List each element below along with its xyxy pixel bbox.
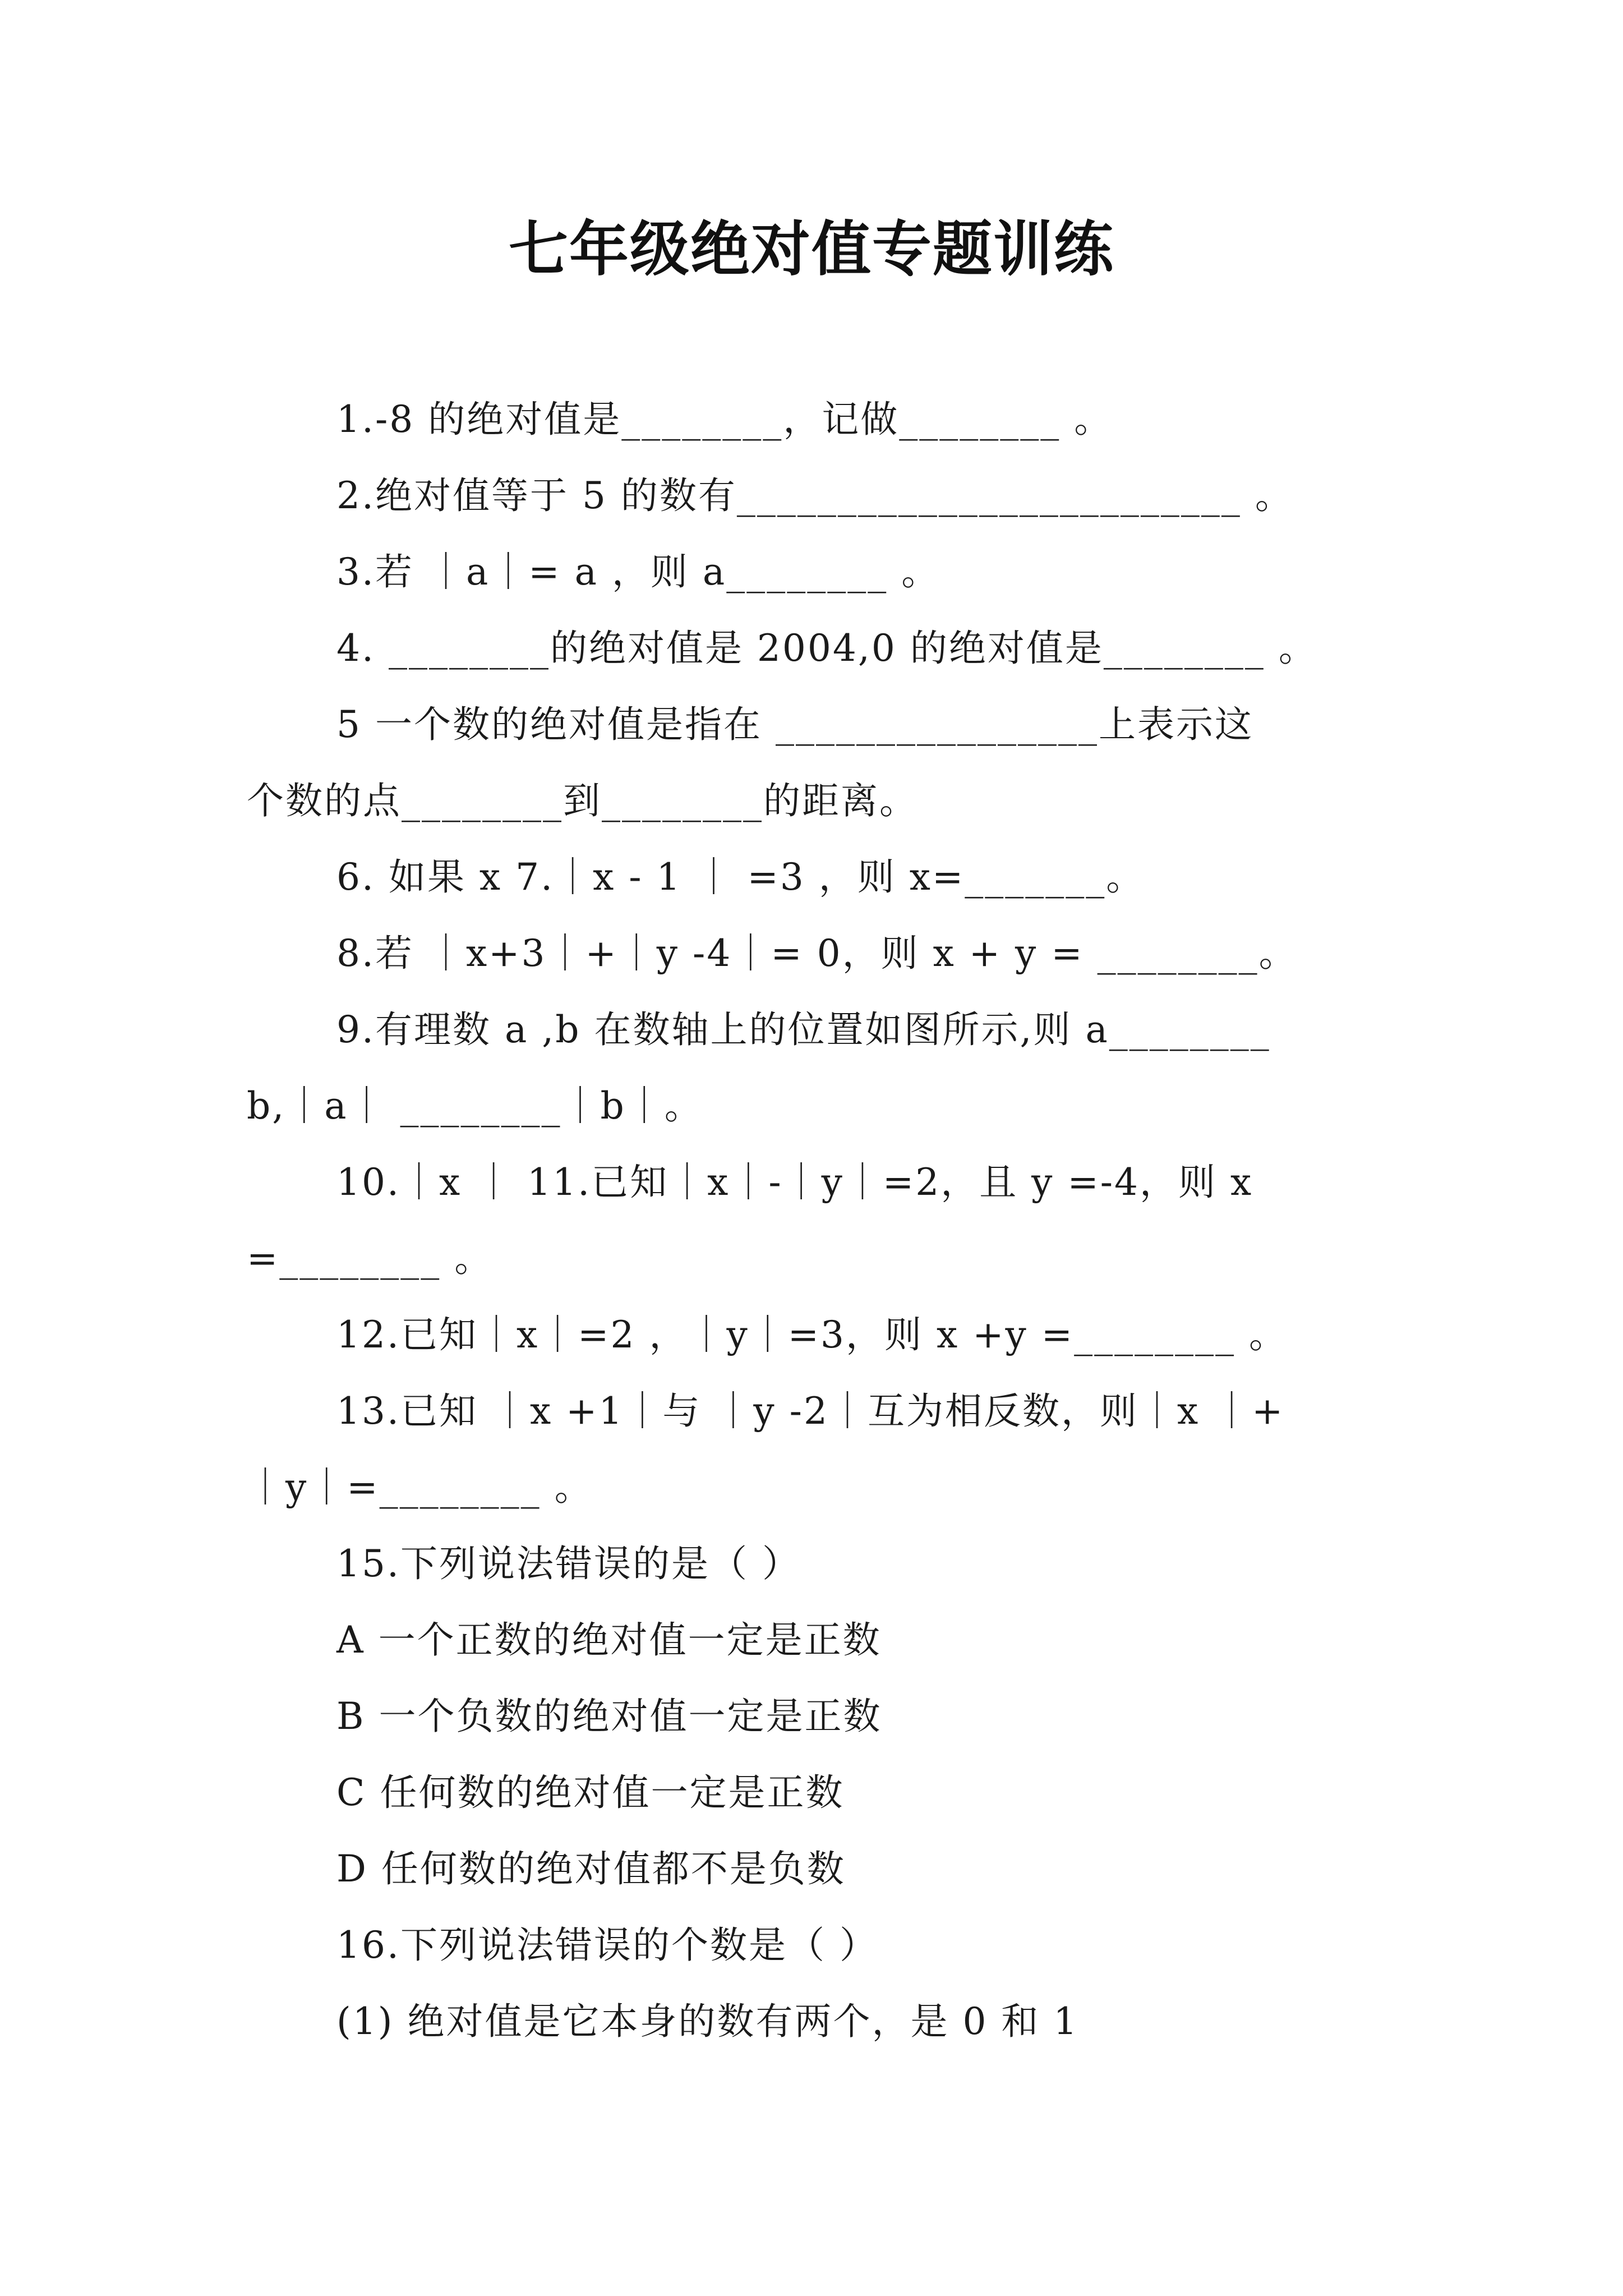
question-list <box>247 381 1391 2060</box>
question-15: 15.下列说法错误的是（ ） <box>336 1542 801 1585</box>
question-15-option-a: A 一个正数的绝对值一定是正数 <box>336 1618 882 1662</box>
question-10-11-line-1: 10.｜x ｜ 11.已知｜x｜-｜y｜=2，且 y =-4，则 x <box>336 1161 1253 1204</box>
question-15-option-d: D 任何数的绝对值都不是负数 <box>336 1847 846 1890</box>
page-title: 七年级绝对值专题训练 <box>509 215 1114 284</box>
question-10-11-line-2: =________ 。 <box>247 1237 494 1280</box>
question-8: 8.若 ｜x+3｜+｜y -4｜= 0，则 x + y = ________。 <box>336 932 1298 975</box>
question-9-line-2: b,｜a｜ ________｜b｜。 <box>247 1084 703 1128</box>
question-3: 3.若 ｜a｜= a ，则 a________ 。 <box>336 550 940 593</box>
question-16: 16.下列说法错误的个数是（ ） <box>336 1924 878 1967</box>
question-15-option-c: C 任何数的绝对值一定是正数 <box>336 1771 845 1814</box>
question-1: 1.-8 的绝对值是________，记做________ 。 <box>336 398 1113 441</box>
question-4: 4. ________的绝对值是 2004,0 的绝对值是________ 。 <box>336 627 1317 670</box>
question-6-7: 6. 如果 x 7.｜x - 1 ｜ =3 ，则 x=_______。 <box>336 855 1145 899</box>
question-2: 2.绝对值等于 5 的数有_________________________ 。 <box>336 474 1294 517</box>
question-15-option-b: B 一个负数的绝对值一定是正数 <box>336 1695 882 1738</box>
question-12: 12.已知｜x｜=2 ，｜y｜=3，则 x +y =________ 。 <box>336 1313 1288 1356</box>
question-13-line-1: 13.已知 ｜x +1｜与 ｜y -2｜互为相反数，则｜x ｜+ <box>336 1389 1285 1433</box>
question-9-line-1: 9.有理数 a ,b 在数轴上的位置如图所示,则 a________ <box>336 1008 1271 1051</box>
question-13-line-2: ｜y｜=________ 。 <box>247 1466 593 1509</box>
question-5-line-2: 个数的点________到________的距离。 <box>247 779 918 822</box>
question-5-line-1: 5 一个数的绝对值是指在 ________________上表示这 <box>336 703 1253 746</box>
question-16-statement-1: (1) 绝对值是它本身的数有两个，是 0 和 1 <box>336 2000 1079 2043</box>
